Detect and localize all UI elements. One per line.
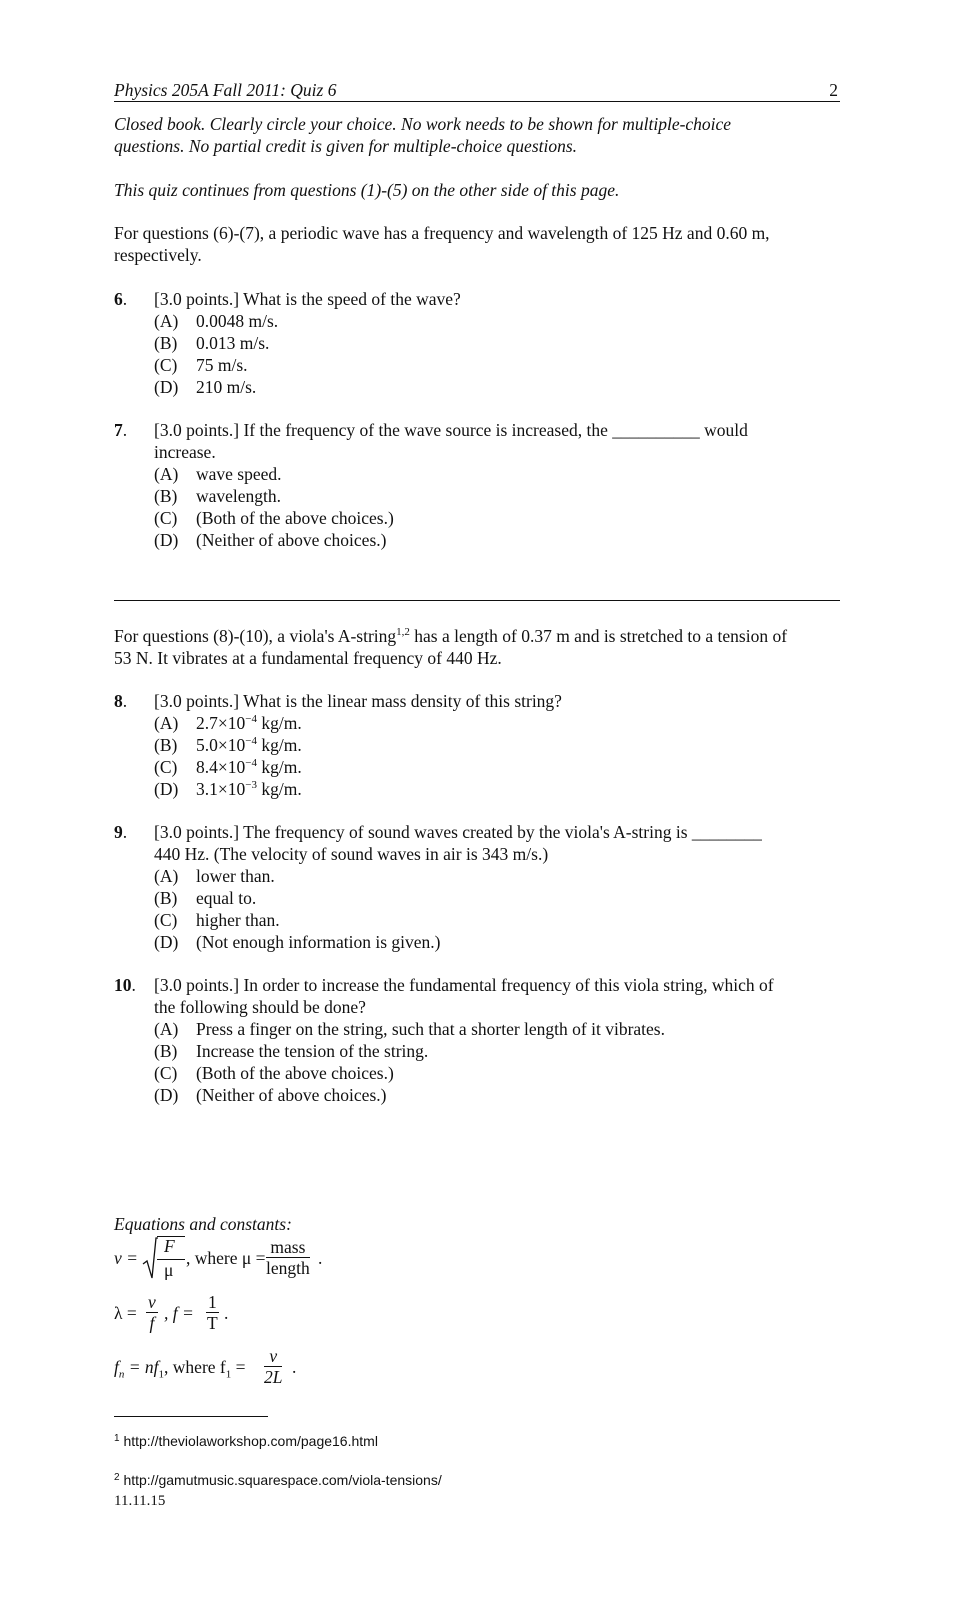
option-b[interactable]: (B) Increase the tension of the string.	[154, 1041, 429, 1061]
question-number: 8	[114, 691, 123, 711]
option-a[interactable]: (A) lower than.	[154, 866, 275, 886]
question-stem: [3.0 points.] The frequency of sound waves created by the viola's A-string is ________	[154, 822, 762, 842]
instructions-line-1: Closed book. Clearly circle your choice. No work needs to be shown for multiple-choice	[114, 114, 732, 134]
page-header	[114, 80, 840, 102]
option-a[interactable]: (A) 0.0048 m/s.	[154, 311, 279, 331]
header-title: Physics 205A Fall 2011: Quiz 6	[114, 80, 337, 100]
section1-intro-line-2: respectively.	[114, 245, 202, 265]
option-a[interactable]: (A) wave speed.	[154, 464, 282, 484]
section-divider	[114, 600, 840, 601]
question-number: 9	[114, 822, 123, 842]
option-b[interactable]: (B) 0.013 m/s.	[154, 333, 270, 353]
footnote-2[interactable]: $^2$ http://gamutmusic.squarespace.com/viola-tensions/	[114, 1472, 442, 1488]
equations-heading: Equations and constants:	[114, 1214, 292, 1234]
question-stem: [3.0 points.] What is the linear mass density of this string?	[154, 691, 562, 711]
option-b[interactable]: (B) equal to.	[154, 888, 257, 908]
option-c[interactable]: (C) higher than.	[154, 910, 280, 930]
section2-intro-line-1: For questions (8)-(10), a viola's A-string$^{1,2}$ has a length of 0.37 m and is stretched to a tension of	[114, 626, 788, 646]
footer-date: 11.11.15	[114, 1493, 166, 1509]
question-stem-cont: increase.	[154, 442, 216, 462]
instructions-line-2: questions. No partial credit is given for multiple-choice questions.	[114, 136, 578, 156]
option-a[interactable]: (A) Press a finger on the string, such that a shorter length of it vibrates.	[154, 1019, 665, 1039]
section1-intro-line-1: For questions (6)-(7), a periodic wave has a frequency and wavelength of 125 Hz and 0.60 m,	[114, 223, 770, 243]
question-stem-cont: the following should be done?	[154, 997, 366, 1017]
option-d[interactable]: (D) (Not enough information is given.)	[154, 932, 441, 952]
question-stem-cont: 440 Hz. (The velocity of sound waves in air is 343 m/s.)	[154, 844, 549, 864]
option-c[interactable]: (C) (Both of the above choices.)	[154, 1063, 394, 1083]
option-c[interactable]: (C) $8.4\times 10^{-4}$ kg/m.	[154, 757, 302, 777]
option-b[interactable]: (B) $5.0\times 10^{-4}$ kg/m.	[154, 735, 302, 755]
footnote-ref[interactable]: 1,2	[396, 626, 410, 638]
option-c[interactable]: (C) (Both of the above choices.)	[154, 508, 394, 528]
option-d[interactable]: (D) (Neither of above choices.)	[154, 530, 387, 550]
sqrt-icon	[142, 1236, 158, 1282]
option-a[interactable]: (A) $2.7\times 10^{-4}$ kg/m.	[154, 713, 302, 733]
continues-note: This quiz continues from questions (1)-(5) on the other side of this page.	[114, 180, 620, 200]
question-number: 10	[114, 975, 132, 995]
question-stem: [3.0 points.] In order to increase the fundamental frequency of this viola string, which of	[154, 975, 774, 995]
question-number: 7	[114, 420, 123, 440]
question-stem: [3.0 points.] If the frequency of the wave source is increased, the __________ would	[154, 420, 748, 440]
option-d[interactable]: (D) (Neither of above choices.)	[154, 1085, 387, 1105]
option-d[interactable]: (D) $3.1\times 10^{-3}$ kg/m.	[154, 779, 302, 799]
question-stem: [3.0 points.] What is the speed of the wave?	[154, 289, 461, 309]
option-c[interactable]: (C) 75 m/s.	[154, 355, 248, 375]
option-d[interactable]: (D) 210 m/s.	[154, 377, 257, 397]
footnote-1[interactable]: $^1$ http://theviolaworkshop.com/page16.html	[114, 1433, 378, 1449]
question-number: 6	[114, 289, 123, 309]
footnote-separator	[114, 1416, 268, 1417]
option-b[interactable]: (B) wavelength.	[154, 486, 282, 506]
page-number: 2	[829, 80, 838, 100]
section2-intro-line-2: 53 N. It vibrates at a fundamental frequency of 440 Hz.	[114, 648, 502, 668]
